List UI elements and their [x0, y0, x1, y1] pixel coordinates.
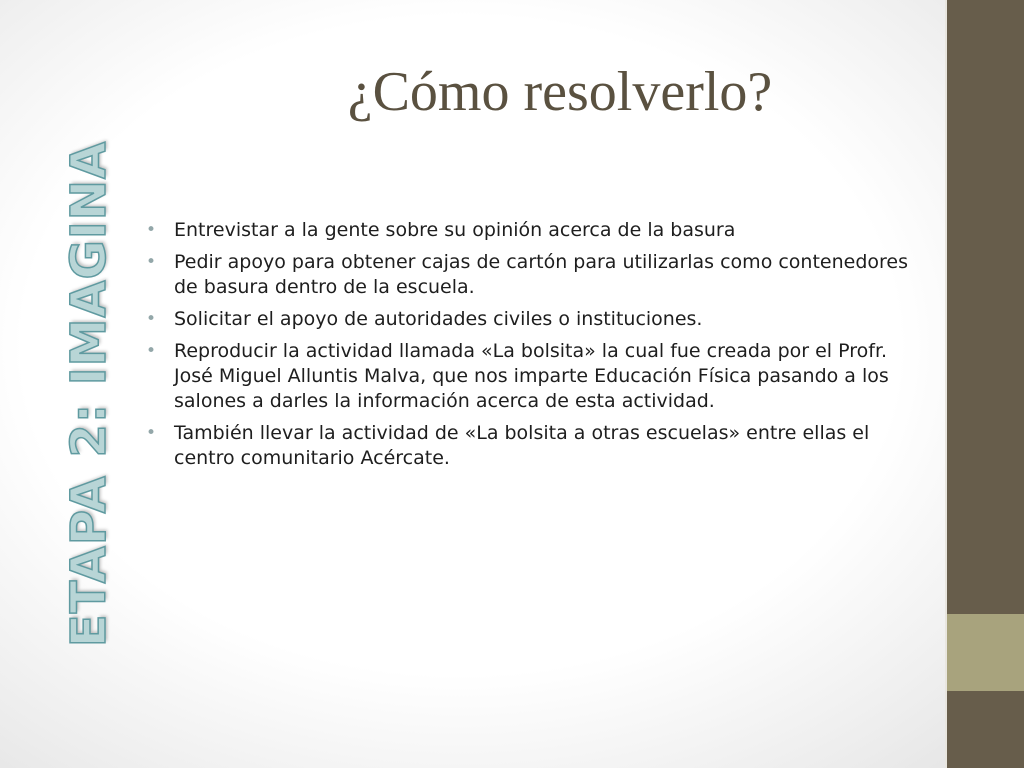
- bullet-icon: •: [146, 341, 157, 361]
- section-label: ETAPA 2: IMAGINA: [61, 140, 117, 648]
- bullet-text: También llevar la actividad de «La bolsita a otras escuelas» entre ellas el centro comunitario Acércate.: [174, 422, 870, 469]
- bullet-icon: •: [146, 423, 157, 443]
- bullet-text: Solicitar el apoyo de autoridades civiles o instituciones.: [174, 308, 703, 330]
- bullet-icon: •: [146, 220, 157, 240]
- bullet-item: [140, 250, 930, 300]
- bullet-icon: •: [146, 309, 157, 329]
- bullet-list: [140, 218, 930, 478]
- bullet-text: Reproducir la actividad llamada «La bolsita» la cual fue creada por el Profr. José Miguel Alluntis Malva, que nos imparte Educación Física pasando a los salones a darles la información acerca de esta actividad.: [174, 340, 889, 412]
- bullet-item: [140, 218, 930, 243]
- sidebar-accent-block: [947, 614, 1024, 691]
- slide-title: ¿Cómo resolverlo?: [347, 61, 773, 123]
- bullet-icon: •: [146, 252, 157, 272]
- bullet-item: [140, 421, 930, 471]
- section-label-container: [58, 98, 120, 690]
- bullet-text: Entrevistar a la gente sobre su opinión acerca de la basura: [174, 219, 736, 241]
- bullet-item: [140, 307, 930, 332]
- bullet-item: [140, 339, 930, 414]
- bullet-text: Pedir apoyo para obtener cajas de cartón para utilizarlas como contenedores de basura dentro de la escuela.: [174, 251, 909, 298]
